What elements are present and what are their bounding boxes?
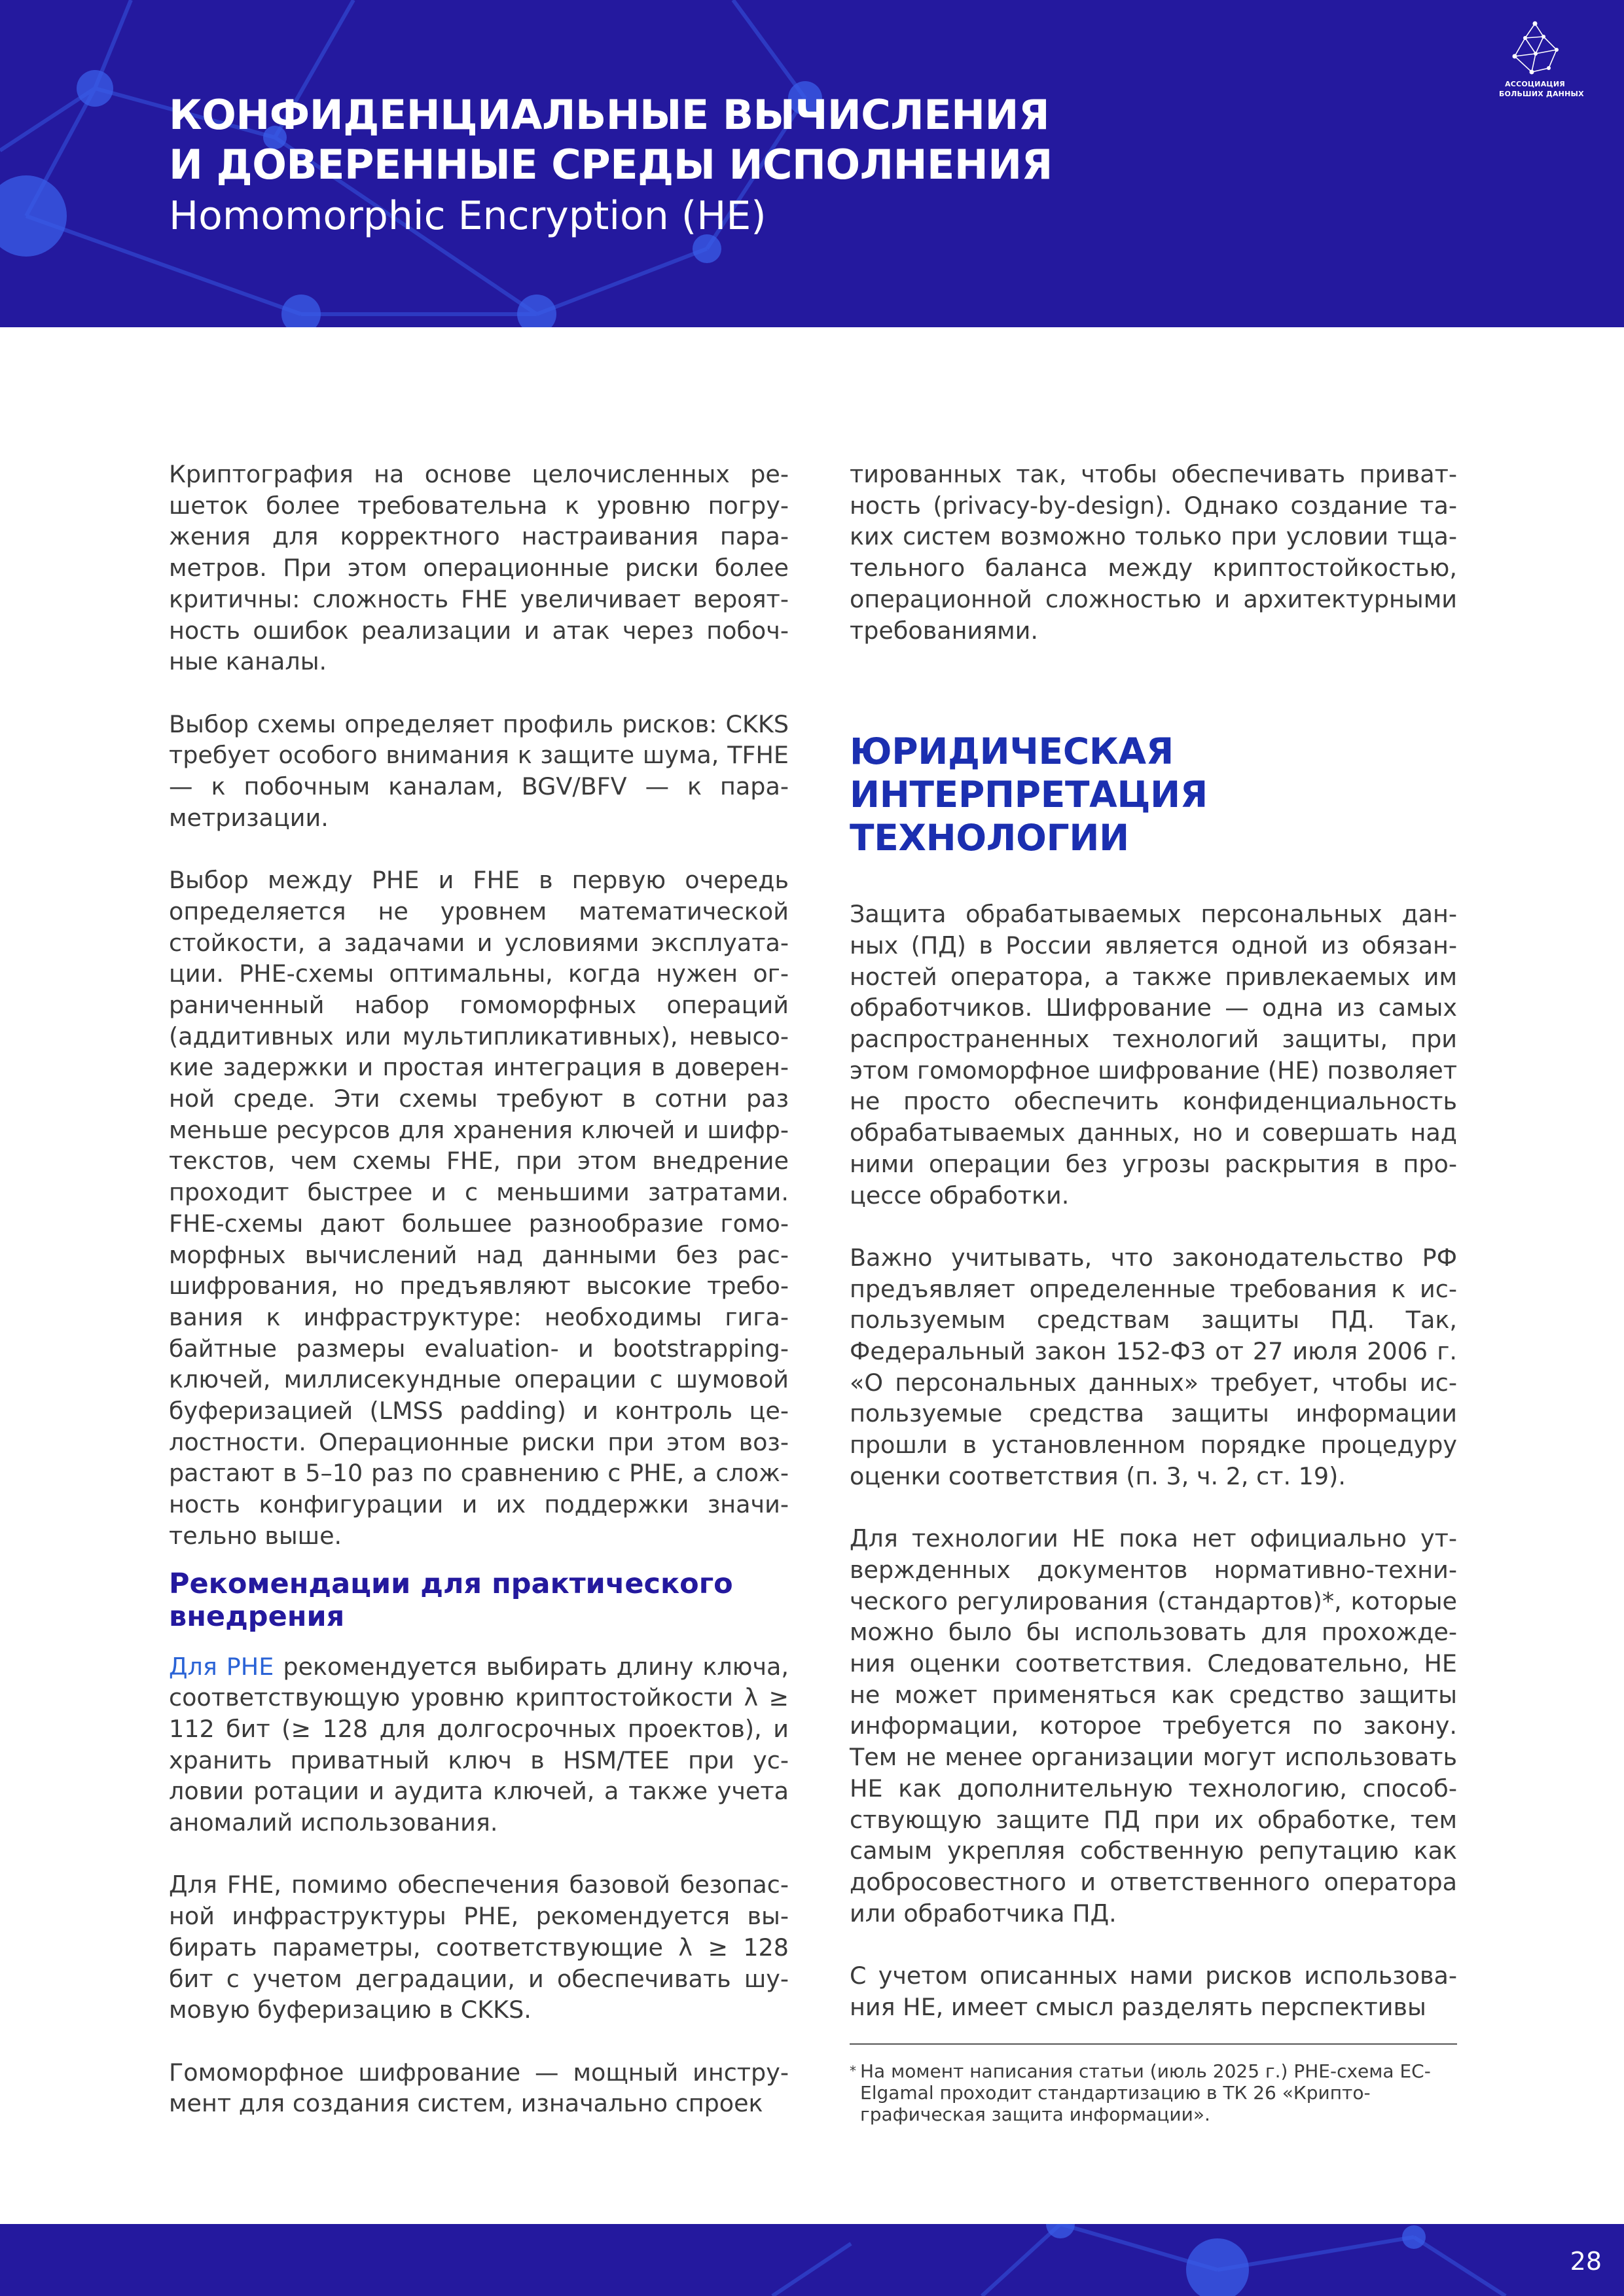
footnote-marker: * <box>850 2063 856 2079</box>
subtitle: Homomorphic Encryption (HE) <box>169 193 767 239</box>
paragraph: тированных так, чтобы обеспечивать приватность (privacy-by-design). Однако создание таких систем возможно только при условии тщательного баланса между криптостойкостью, операционной сложностью и архитектурными требованиями. <box>850 460 1457 645</box>
association-logo <box>1499 20 1584 105</box>
title-line-1: КОНФИДЕНЦИАЛЬНЫЕ ВЫЧИСЛЕНИЯ <box>169 91 1050 139</box>
heading-line-1: ЮРИДИЧЕСКАЯ <box>850 730 1174 773</box>
footnote-text: На момент написания статьи (июль 2025 г.) PHE-схема EC-Elgamal проходит стандартизацию в ТК 26 «Криптографическая защита информации». <box>860 2060 1431 2125</box>
right-column <box>850 459 1457 2022</box>
paragraph: Защита обрабатываемых персональных данных (ПД) в России является одной из обязанностей оператора, а также привлекаемых им обработчиков. Шифрование — одна из самых распространенных технологий защиты, при этом гомоморфное шифрование (HE) позволяет не просто обеспечить конфиденциальность обрабатываемых данных, но и совершать над ними операции без угрозы раскрытия в процессе обработки. <box>850 900 1457 1210</box>
paragraph: Важно учитывать, что законодательство РФ предъявляет определенные требования к используемым средствам защиты ПД. Так, Федеральный закон 152-ФЗ от 27 июля 2006 г. «О персональных данных» требует, чтобы используемые средства защиты информации прошли в установленном порядке процедуру оценки соответствия (п. 3, ч. 2, ст. 19). <box>850 1243 1457 1490</box>
footnote <box>850 2060 1452 2125</box>
paragraph <box>169 1651 789 1839</box>
title-line-2: И ДОВЕРЕННЫЕ СРЕДЫ ИСПОЛНЕНИЯ <box>169 141 1053 188</box>
logo-caption-line-2: БОЛЬШИХ ДАННЫХ <box>1499 90 1584 98</box>
paragraph: Для технологии HE пока нет официально утвержденных документов нормативно-технического регулирования (стандартов)*, которые можно было бы использовать для прохождения оценки соответствия. Следовательно, HE не может применяться как средство защиты информации, которое требуется по закону. Тем не менее организации могут использовать HE как дополнительную технологию, способствующую защите ПД при их обработке, тем самым укрепляя собственную репутацию как добросовестного и ответственного оператора или обработчика ПД. <box>850 1524 1457 1928</box>
page-title <box>169 90 1053 242</box>
header-banner <box>0 0 1624 327</box>
footer-banner <box>0 2224 1624 2296</box>
paragraph: Гомоморфное шифрование — мощный инструмент для создания систем, изначально спроек <box>169 2058 789 2118</box>
page-number: 28 <box>1570 2247 1602 2276</box>
section-subheading: Рекомендации для практического внедрения <box>169 1567 733 1633</box>
logo-caption-line-1: АССОЦИАЦИЯ <box>1505 80 1565 88</box>
footer-network-decoration <box>0 2224 1624 2296</box>
paragraph: Выбор схемы определяет профиль рисков: CKKS требует особого внимания к защите шума, TFHE — к побочным каналам, BGV/BFV — к параметризации. <box>169 709 789 832</box>
footnote-divider <box>850 2043 1457 2045</box>
paragraph: Криптография на основе целочисленных решеток более требовательна к уровню погружения для корректного настраивания параметров. При этом операционные риски более критичны: сложность FHE увеличивает вероятность ошибок реализации и атак через побочные каналы. <box>169 460 789 676</box>
section-heading <box>850 730 1457 859</box>
phe-highlight: Для PHE <box>169 1652 274 1681</box>
heading-line-2: ИНТЕРПРЕТАЦИЯ ТЕХНОЛОГИИ <box>850 774 1208 859</box>
constellation-logo-icon <box>1506 20 1564 79</box>
paragraph: Для FHE, помимо обеспечения базовой безопасной инфраструктуры PHE, рекомендуется выбирать параметры, соответствующие λ ≥ 128 бит с учетом деградации, и обеспечивать шумовую буферизацию в CKKS. <box>169 1871 789 2024</box>
paragraph: С учетом описанных нами рисков использования HE, имеет смысл разделять перспективы <box>850 1962 1457 2021</box>
left-column <box>169 459 789 2119</box>
paragraph-text: рекомендуется выбирать длину ключа, соответствующую уровню криптостойкости λ ≥ 112 бит (≥ 128 для долгосрочных проектов), и хранить приватный ключ в HSM/TEE при условии ротации и аудита ключей, а также учета аномалий использования. <box>169 1652 789 1837</box>
paragraph: Выбор между PHE и FHE в первую очередь определяется не уровнем математической стойкости, а задачами и условиями эксплуатации. PHE-схемы оптимальны, когда нужен ограниченный набор гомоморфных операций (аддитивных или мультипликативных), невысокие задержки и простая интеграция в доверенной среде. Эти схемы требуют в сотни раз меньше ресурсов для хранения ключей и шифртекстов, чем схемы FHE, при этом внедрение проходит быстрее и с меньшими затратами. FHE-схемы дают большее разнообразие гомоморфных вычислений над данными без расшифрования, но предъявляют высокие требования к инфраструктуре: необходимы гигабайтные размеры evaluation- и bootstrapping-ключей, миллисекундные операции с шумовой буферизацией (LMSS padding) и контроль целостности. Операционные риски при этом возрастают в 5–10 раз по сравнению с PHE, а сложность конфигурации и их поддержки значительно выше. <box>169 866 789 1550</box>
